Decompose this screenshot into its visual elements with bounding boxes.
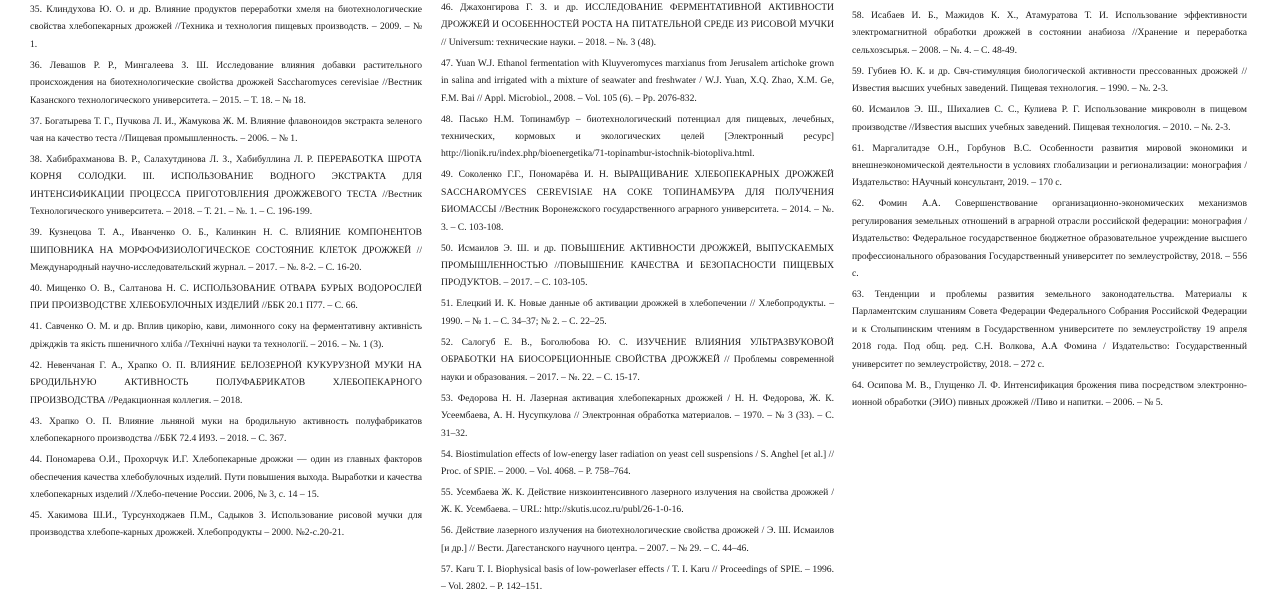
reference-entry: 45. Хакимова Ш.И., Турсунходжаев П.М., Садыков З. Использование рисовой мучки для производства хлебопе-карных дрожжей. Хлебопродукты – 2000. №2-с.20-21. — [30, 509, 422, 539]
reference-entry: 50. Исмаилов Э. Ш. и др. ПОВЫШЕНИЕ АКТИВНОСТИ ДРОЖЖЕЙ, ВЫПУСКАЕМЫХ ПРОМЫШЛЕННОСТЬЮ //ПОВЫШЕНИЕ КАЧЕСТВА И БЕЗОПАСНОСТИ ПИЩЕВЫХ ПРОДУКТОВ. – 2017. – С. 103-105. — [441, 242, 834, 289]
reference-entry: 58. Исабаев И. Б., Мажидов К. Х., Атамуратова Т. И. Использование эффективности электромагнитной обработки дрожжей в состоянии анабиоза //Хранение и переработка сельхозсырья. – 2008. – №. 4. – С. 48-49. — [852, 10, 1247, 56]
reference-entry: 54. Biostimulation effects of low-energy laser radiation on yeast cell suspensions / S. Anghel [et al.] // Proc. of SPIE. – 2000. – Vol. 4068. – P. 758–764. — [441, 448, 834, 477]
reference-entry: 61. Маргалитадзе О.Н., Горбунов В.С. Особенности развития мировой экономики и внешнеэкономической деятельности в условиях глобализации и регионализации: монография / Издательство: НАучный консультант, 2019. – 170 с. — [852, 142, 1247, 189]
reference-entry: 46. Джахонгирова Г. З. и др. ИССЛЕДОВАНИЕ ФЕРМЕНТАТИВНОЙ АКТИВНОСТИ ДРОЖЖЕЙ И ОСОБЕННОСТЕЙ РОСТА НА ПИТАТЕЛЬНОЙ СРЕДЕ ИЗ РИСОВОЙ МУЧКИ // Universum: технические науки. – 2018. – №. 3 (48). — [441, 2, 834, 48]
reference-column-1 — [30, 1, 422, 545]
reference-entry: 39. Кузнецова Т. А., Иванченко О. Б., Калинкин Н. С. ВЛИЯНИЕ КОМПОНЕНТОВ ШИПОВНИКА НА МОРФОФИЗИОЛОГИЧЕСКОЕ СОСТОЯНИЕ КЛЕТОК ДРОЖЖЕЙ //Международный научно-исследовательский журнал. – 2017. – №. 8-2. – С. 16-20. — [30, 227, 422, 274]
reference-entry: 53. Федорова Н. Н. Лазерная активация хлебопекарных дрожжей / Н. Н. Федорова, Ж. К. Усеембаева, А. Н. Нусупкулова // Электронная обработка материалов. – 1970. – № 3 (33). – С. 31–32. — [441, 392, 834, 439]
reference-entry: 55. Усембаева Ж. К. Действие низкоинтенсивного лазерного излучения на свойства дрожжей / Ж. К. Усембаева. – URL: http://skutis.ucoz.ru/publ/26-1-0-16. — [441, 486, 834, 516]
reference-entry: 42. Невенчаная Г. А., Храпко О. П. ВЛИЯНИЕ БЕЛОЗЕРНОЙ КУКУРУЗНОЙ МУКИ НА БРОДИЛЬНУЮ АКТИВНОСТЬ ПОЛУФАБРИКАТОВ ХЛЕБОПЕКАРНОГО ПРОИЗВОДСТВА //Редакционная коллегия. – 2018. — [30, 359, 422, 406]
reference-column-2 — [441, 0, 834, 599]
reference-entry: 60. Исмаилов Э. Ш., Шихалиев С. С., Кулиева Р. Г. Использование микроволн в пищевом производстве //Известия высших учебных заведений. Пищевая технология. – 2010. – №. 2-3. — [852, 104, 1247, 133]
reference-entry: 37. Богатырева Т. Г., Пучкова Л. И., Жамукова Ж. М. Влияние флавоноидов экстракта зеленого чая на качество теста //Пищевая промышленность. – 2006. – № 1. — [30, 115, 422, 145]
reference-entry: 44. Пономарева О.И., Прохорчук И.Г. Хлебопекарные дрожжи — один из главных факторов обеспечения качества хлебобулочных изделий. Пути повышения выхода. Выработки и качества хлебопекарных изделий //Хлебо-печение России. 2006, № 3, с. 14 – 15. — [30, 454, 422, 500]
reference-entry: 41. Савченко О. М. и др. Вплив цикорію, кави, лимонного соку на ферментативну активність дріжджів та якість пшеничного хліба //Технічні науки та технології. – 2016. – №. 1 (3). — [30, 321, 422, 350]
reference-entry: 48. Пасько Н.М. Топинамбур – биотехнологический потенциал для пищевых, лечебных, технических, кормовых и экологических целей [Электронный ресурс] http://lionik.ru/index.php/bioenergetika/71-topinambur-istochnik-biotopliva.html. — [441, 113, 834, 160]
reference-entry: 51. Елецкий И. К. Новые данные об активации дрожжей в хлебопечении // Хлебопродукты. – 1990. – № 1. – С. 34–37; № 2. – С. 22–25. — [441, 298, 834, 327]
reference-entry: 43. Храпко О. П. Влияние льняной муки на бродильную активность полуфабрикатов хлебопекарного производства //ББК 72.4 И93. – 2018. – С. 367. — [30, 415, 422, 445]
reference-entry: 38. Хабибрахманова В. Р., Салахутдинова Л. З., Хабибуллина Л. Р. ПЕРЕРАБОТКА ШРОТА КОРНЯ СОЛОДКИ. III. ИСПОЛЬЗОВАНИЕ ВОДНОГО ЭКСТРАКТА ДЛЯ ИНТЕНСИФИКАЦИИ ПРОЦЕССА ПРИГОТОВЛЕНИЯ ДРОЖЖЕВОГО ТЕСТА //Вестник Технологического университета. – 2018. – Т. 21. – №. 1. – С. 196-199. — [30, 154, 422, 218]
reference-entry: 40. Мищенко О. В., Салтанова Н. С. ИСПОЛЬЗОВАНИЕ ОТВАРА БУРЫХ ВОДОРОСЛЕЙ ПРИ ПРОИЗВОДСТВЕ ХЛЕБОБУЛОЧНЫХ ИЗДЕЛИЙ //ББК 20.1 П77. – С. 66. — [30, 283, 422, 312]
reference-entry: 47. Yuan W.J. Ethanol fermentation with Kluyveromyces marxianus from Jerusalem artichoke grown in salina and irrigated with a mixture of seawater and freshwater / W.J. Yuan, X.Q. Zhao, X.M. Ge, F.M. Bai // Appl. Microbiol., 2008. – Vol. 105 (6). – Pp. 2076-832. — [441, 57, 834, 104]
reference-entry: 57. Karu T. I. Biophysical basis of low-powerlaser effects / T. I. Karu // Proceedings of SPIE. – 1996. – Vol. 2802. – P. 142–151. — [441, 563, 834, 593]
reference-entry: 49. Соколенко Г.Г., Пономарёва И. Н. ВЫРАЩИВАНИЕ ХЛЕБОПЕКАРНЫХ ДРОЖЖЕЙ SACCHAROMYCES CEREVISIAE НА СОКЕ ТОПИНАМБУРА ДЛЯ ПОЛУЧЕНИЯ БИОМАССЫ //Вестник Воронежского государственного аграрного университета. – 2014. – №. 3. – С. 103-108. — [441, 169, 834, 233]
reference-entry: 36. Левашов Р. Р., Мингалеева З. Ш. Исследование влияния добавки растительного происхождения на биотехнологические свойства дрожжей Saccharomyces cerevisiae //Вестник Казанского технологического университета. – 2015. – Т. 18. – № 18. — [30, 59, 422, 106]
reference-entry: 62. Фомин А.А. Совершенствование организационно-экономических механизмов регулирования земельных отношений в аграрной отрасли российской федерации: монография / Издательство: Федеральное государственное бюджетное образовательное учреждение высшего профессионального образования Государственный университет по землеустройству, 2018. – 556 с. — [852, 198, 1247, 280]
reference-entry: 52. Салогуб Е. В., Боголюбова Ю. С. ИЗУЧЕНИЕ ВЛИЯНИЯ УЛЬТРАЗВУКОВОЙ ОБРАБОТКИ НА БИОСОРБЦИОННЫЕ СВОЙСТВА ДРОЖЖЕЙ // Проблемы современной науки и образования. – 2017. – №. 22. – С. 15-17. — [441, 336, 834, 383]
reference-entry: 56. Действие лазерного излучения на биотехнологические свойства дрожжей / Э. Ш. Исмаилов [и др.] // Вести. Дагестанского научного центра. – 2007. – № 29. – С. 44–46. — [441, 525, 834, 554]
reference-entry: 63. Тенденции и проблемы развития земельного законодательства. Материалы к Парламентским слушаниям Совета Федерации Федерального Собрания Российской Федерации и к Столыпинским чтениям в Государственном университете по землеустройству 19 апреля 2018 года. Под общ. ред. С.Н. Волкова, А.А Фомина / Издательство: Государственный университет по землеустройству, 2018. – 272 с. — [852, 289, 1247, 370]
reference-entry: 35. Клиндухова Ю. О. и др. Влияние продуктов переработки хмеля на биотехнологические свойства хлебопекарных дрожжей //Техника и технология пищевых производств. – 2009. – № 1. — [30, 4, 422, 50]
reference-column-3 — [852, 7, 1247, 415]
reference-entry: 59. Губиев Ю. К. и др. Свч-стимуляция биологической активности прессованных дрожжей //Известия высших учебных заведений. Пищевая технология. – 1990. – №. 2-3. — [852, 65, 1247, 95]
reference-entry: 64. Осипова М. В., Глущенко Л. Ф. Интенсификация брожения пива посредством электронно-ионной обработки (ЭИО) пивных дрожжей //Пиво и напитки. – 2006. – № 5. — [852, 379, 1247, 409]
